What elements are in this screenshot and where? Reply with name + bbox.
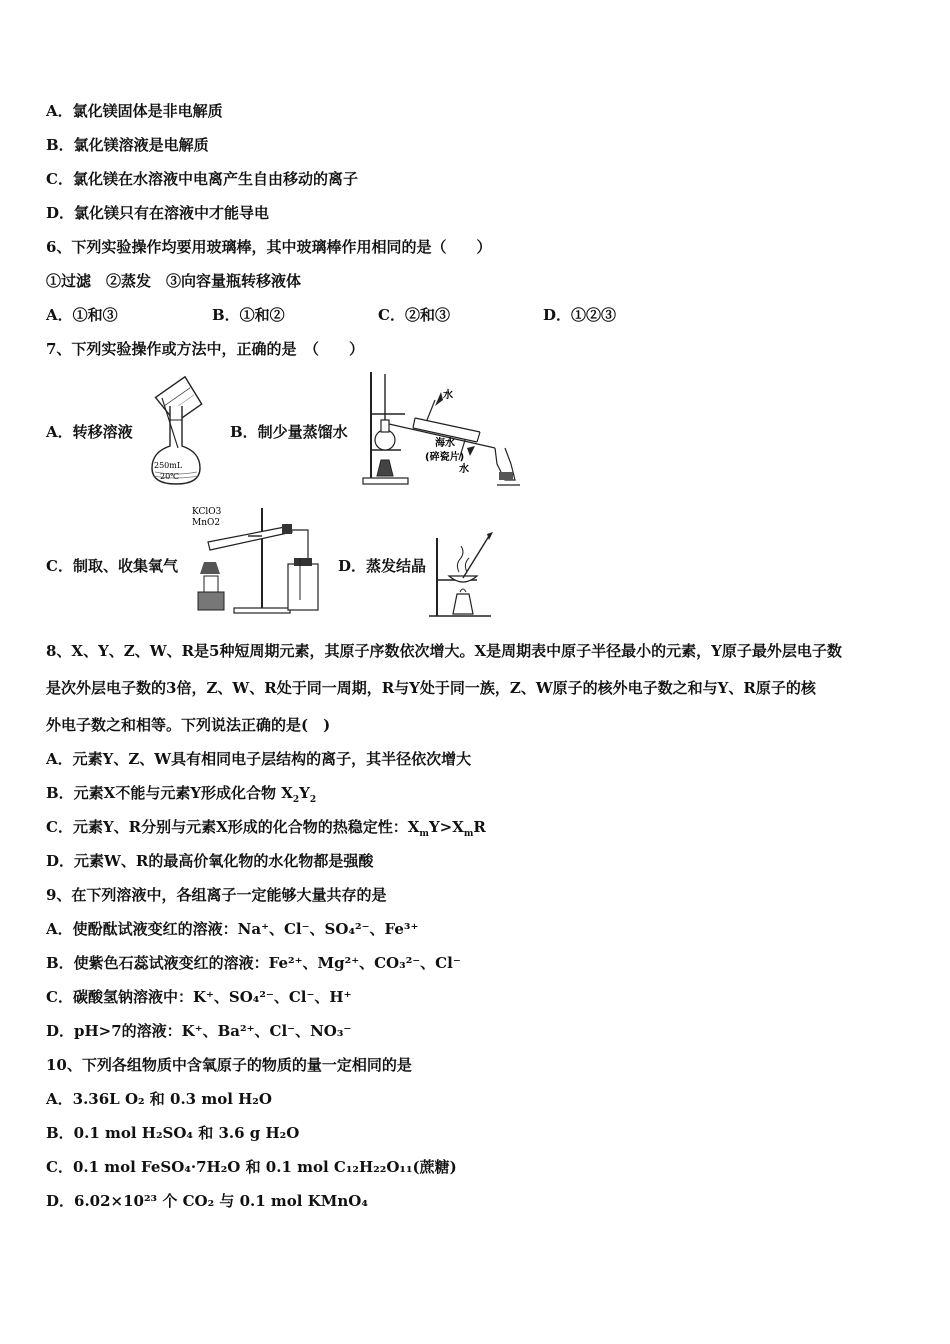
q10-stem: 10、下列各组物质中含氧原子的物质的量一定相同的是: [46, 1056, 412, 1074]
q8-option-c-post: R: [473, 818, 486, 836]
q10-option-c: C．0.1 mol FeSO₄·7H₂O 和 0.1 mol C₁₂H₂₂O₁₁(蔗糖): [46, 1158, 457, 1176]
q9-option-c: C．碳酸氢钠溶液中：K⁺、SO₄²⁻、Cl⁻、H⁺: [46, 988, 352, 1006]
q5-option-b: B．氯化镁溶液是电解质: [46, 136, 209, 154]
q8-option-b-text: B．元素X不能与元素Y形成化合物 X: [46, 784, 293, 802]
q8-option-b: [46, 782, 316, 804]
q9-option-d: D．pH>7的溶液：K⁺、Ba²⁺、Cl⁻、NO₃⁻: [46, 1022, 352, 1040]
q7-option-c: C．制取、收集氧气: [46, 557, 178, 575]
q6-stem: 6、下列实验操作均要用玻璃棒，其中玻璃棒作用相同的是（ ）: [46, 238, 492, 256]
q7-option-a: A．转移溶液: [46, 423, 133, 441]
evaporation-figure: [425, 528, 495, 620]
q5-option-a: A．氯化镁固体是非电解质: [46, 102, 223, 120]
q8-option-c: [46, 816, 486, 838]
q8-stem-line3: 外电子数之和相等。下列说法正确的是( ): [46, 716, 331, 734]
q8-stem-line1: 8、X、Y、Z、W、R是5种短周期元素，其原子序数依次增大。X是周期表中原子半径最小的元素，Y原子最外层电子数: [46, 642, 842, 660]
q8-option-d: D．元素W、R的最高价氧化物的水化物都是强酸: [46, 852, 374, 870]
q6-items: ①过滤 ②蒸发 ③向容量瓶转移液体: [46, 272, 302, 290]
q5-option-d: D．氯化镁只有在溶液中才能导电: [46, 204, 270, 222]
flask-temp-label: 20℃: [160, 472, 180, 481]
seawater-label: 海水: [435, 438, 455, 449]
q8-option-c-sub1: m: [419, 829, 429, 839]
q8-option-b-sub2: 2: [309, 795, 317, 805]
distillation-figure: [355, 368, 525, 488]
q9-option-b: B．使紫色石蕊试液变红的溶液：Fe²⁺、Mg²⁺、CO₃²⁻、Cl⁻: [46, 954, 461, 972]
q6-option-a: A．①和③: [46, 306, 118, 324]
water-in-label: 水: [443, 390, 453, 401]
q8-option-b-mid: Y: [299, 784, 310, 802]
q10-option-d: D．6.02×10²³ 个 CO₂ 与 0.1 mol KMnO₄: [46, 1192, 368, 1210]
volumetric-flask-figure: [140, 376, 212, 491]
reagent-mno2-label: MnO2: [192, 518, 221, 528]
q8-option-b-sub1: 2: [292, 795, 300, 805]
q6-option-d: D．①②③: [543, 306, 617, 324]
q7-option-d: D．蒸发结晶: [338, 557, 427, 575]
q7-stem: 7、下列实验操作或方法中，正确的是 （ ）: [46, 340, 364, 358]
q8-option-c-mid: Y>X: [428, 818, 464, 836]
q8-option-c-sub2: m: [463, 829, 474, 839]
q6-option-b: B．①和②: [212, 306, 285, 324]
q5-option-c: C．氯化镁在水溶液中电离产生自由移动的离子: [46, 170, 358, 188]
oxygen-preparation-figure: [190, 504, 325, 616]
q10-option-a: A．3.36L O₂ 和 0.3 mol H₂O: [46, 1090, 272, 1108]
chips-label: (碎瓷片): [425, 452, 465, 463]
q9-stem: 9、在下列溶液中，各组离子一定能够大量共存的是: [46, 886, 387, 904]
q10-option-b: B．0.1 mol H₂SO₄ 和 3.6 g H₂O: [46, 1124, 300, 1142]
q7-option-b: B．制少量蒸馏水: [230, 423, 348, 441]
flask-volume-label: 250mL: [154, 461, 183, 470]
q8-option-a: A．元素Y、Z、W具有相同电子层结构的离子，其半径依次增大: [46, 750, 472, 768]
water-out-label: 水: [459, 464, 469, 475]
q9-option-a: A．使酚酞试液变红的溶液：Na⁺、Cl⁻、SO₄²⁻、Fe³⁺: [46, 920, 419, 938]
q8-stem-line2: 是次外层电子数的3倍，Z、W、R处于同一周期，R与Y处于同一族，Z、W原子的核外电子数之和与Y、R原子的核: [46, 679, 816, 697]
q6-option-c: C．②和③: [378, 306, 450, 324]
reagent-kclo3-label: KClO3: [192, 507, 222, 517]
q8-option-c-text: C．元素Y、R分别与元素X形成的化合物的热稳定性：X: [46, 818, 420, 836]
